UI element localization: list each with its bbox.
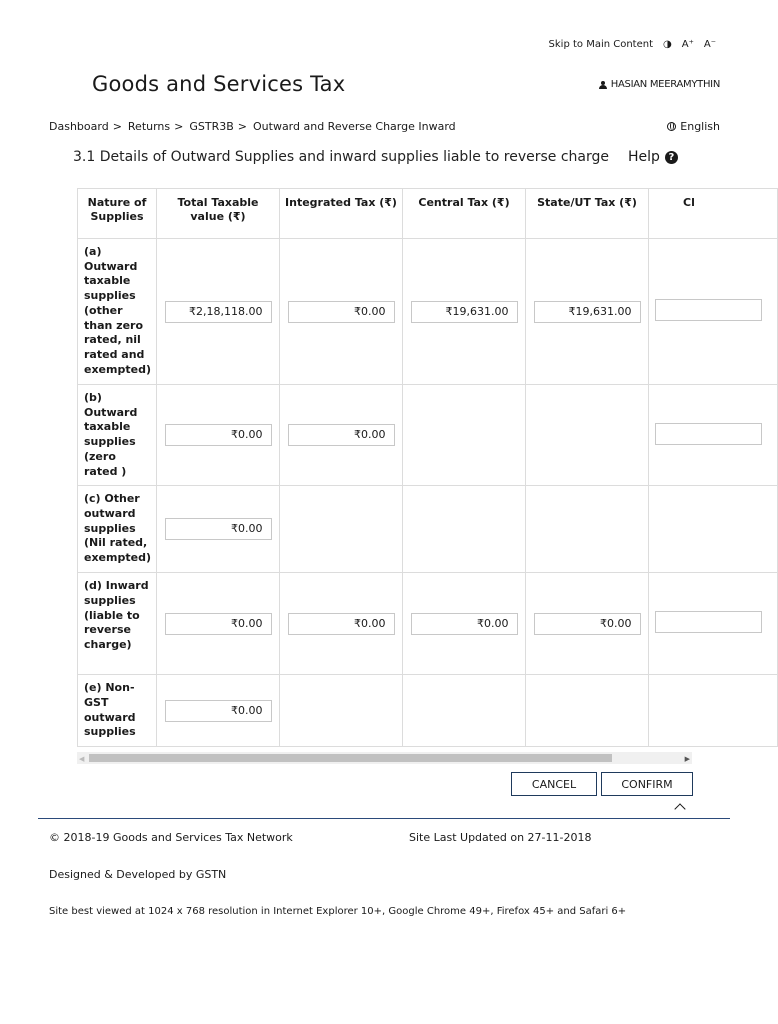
cess-input[interactable] xyxy=(655,299,762,321)
total-taxable-input[interactable]: ₹0.00 xyxy=(165,613,272,635)
breadcrumb-separator: > xyxy=(174,120,184,133)
breadcrumb-current: Outward and Reverse Charge Inward xyxy=(253,120,456,133)
globe-icon xyxy=(667,122,676,131)
user-icon xyxy=(599,81,607,89)
font-increase-button[interactable]: A⁺ xyxy=(681,39,694,50)
footer-last-updated: Site Last Updated on 27-11-2018 xyxy=(409,831,592,844)
cess-input[interactable] xyxy=(655,611,762,633)
header-state-ut-tax: State/UT Tax (₹) xyxy=(526,189,649,239)
header-total-taxable: Total Taxable value (₹) xyxy=(157,189,280,239)
horizontal-scrollbar[interactable] xyxy=(77,752,692,764)
help-link[interactable] xyxy=(628,149,678,165)
header-central-tax: Central Tax (₹) xyxy=(403,189,526,239)
breadcrumb-returns[interactable]: Returns xyxy=(127,120,171,133)
language-label: English xyxy=(680,120,720,133)
scroll-thumb[interactable] xyxy=(89,754,612,762)
table-header-row xyxy=(78,189,778,239)
supplies-table xyxy=(77,188,778,747)
breadcrumb-dashboard[interactable]: Dashboard xyxy=(49,120,109,133)
central-tax-input[interactable]: ₹19,631.00 xyxy=(411,301,518,323)
question-icon: ? xyxy=(665,151,678,164)
chevron-up-icon[interactable] xyxy=(674,803,685,814)
footer-designed-by: Designed & Developed by GSTN xyxy=(49,868,227,881)
breadcrumb-separator: > xyxy=(112,120,122,133)
total-taxable-input[interactable]: ₹0.00 xyxy=(165,424,272,446)
header-cess: Cl xyxy=(649,189,778,239)
central-tax-input[interactable]: ₹0.00 xyxy=(411,613,518,635)
row-nature-label: (c) Other outward supplies (Nil rated, exempted) xyxy=(78,486,157,573)
site-title[interactable]: Goods and Services Tax xyxy=(92,72,346,96)
total-taxable-input[interactable]: ₹0.00 xyxy=(165,700,272,722)
footer-copyright: © 2018-19 Goods and Services Tax Network xyxy=(49,831,293,844)
state-ut-tax-input[interactable]: ₹19,631.00 xyxy=(534,301,641,323)
cess-input[interactable] xyxy=(655,423,762,445)
footer-best-viewed: Site best viewed at 1024 x 768 resolution in Internet Explorer 10+, Google Chrome 49+, Firefox 45+ and Safari 6+ xyxy=(49,906,627,917)
footer-divider xyxy=(38,818,730,819)
header-integrated-tax: Integrated Tax (₹) xyxy=(280,189,403,239)
table-row xyxy=(78,239,778,385)
user-name: HASIAN MEERAMYTHIN xyxy=(610,79,720,90)
breadcrumb-gstr3b[interactable]: GSTR3B xyxy=(189,120,234,133)
cancel-button[interactable]: CANCEL xyxy=(511,772,597,796)
breadcrumb-separator: > xyxy=(237,120,247,133)
scroll-right-icon[interactable]: ▶ xyxy=(684,755,690,763)
user-menu[interactable] xyxy=(599,79,720,90)
confirm-button[interactable]: CONFIRM xyxy=(601,772,693,796)
row-nature-label: (d) Inward supplies (liable to reverse charge) xyxy=(78,573,157,675)
row-nature-label: (a) Outward taxable supplies (other than zero rated, nil rated and exempted) xyxy=(78,239,157,385)
state-ut-tax-input[interactable]: ₹0.00 xyxy=(534,613,641,635)
contrast-toggle-icon[interactable]: ◑ xyxy=(663,39,672,50)
row-nature-label: (b) Outward taxable supplies (zero rated ) xyxy=(78,385,157,486)
supplies-table-container xyxy=(77,188,695,739)
scroll-left-icon[interactable]: ◀ xyxy=(79,755,85,763)
integrated-tax-input[interactable]: ₹0.00 xyxy=(288,301,395,323)
section-title: 3.1 Details of Outward Supplies and inward supplies liable to reverse charge xyxy=(73,149,610,165)
table-row xyxy=(78,486,778,573)
integrated-tax-input[interactable]: ₹0.00 xyxy=(288,424,395,446)
language-selector[interactable] xyxy=(667,120,720,133)
total-taxable-input[interactable]: ₹0.00 xyxy=(165,518,272,540)
integrated-tax-input[interactable]: ₹0.00 xyxy=(288,613,395,635)
table-row xyxy=(78,385,778,486)
table-row xyxy=(78,573,778,675)
top-utility-bar xyxy=(549,39,716,50)
help-label: Help xyxy=(628,149,660,165)
total-taxable-input[interactable]: ₹2,18,118.00 xyxy=(165,301,272,323)
skip-to-main-link[interactable]: Skip to Main Content xyxy=(548,39,654,50)
row-nature-label: (e) Non-GST outward supplies xyxy=(78,675,157,747)
header-nature: Nature of Supplies xyxy=(78,189,157,239)
font-decrease-button[interactable]: A⁻ xyxy=(703,39,716,50)
breadcrumb xyxy=(49,120,456,133)
table-row xyxy=(78,675,778,747)
